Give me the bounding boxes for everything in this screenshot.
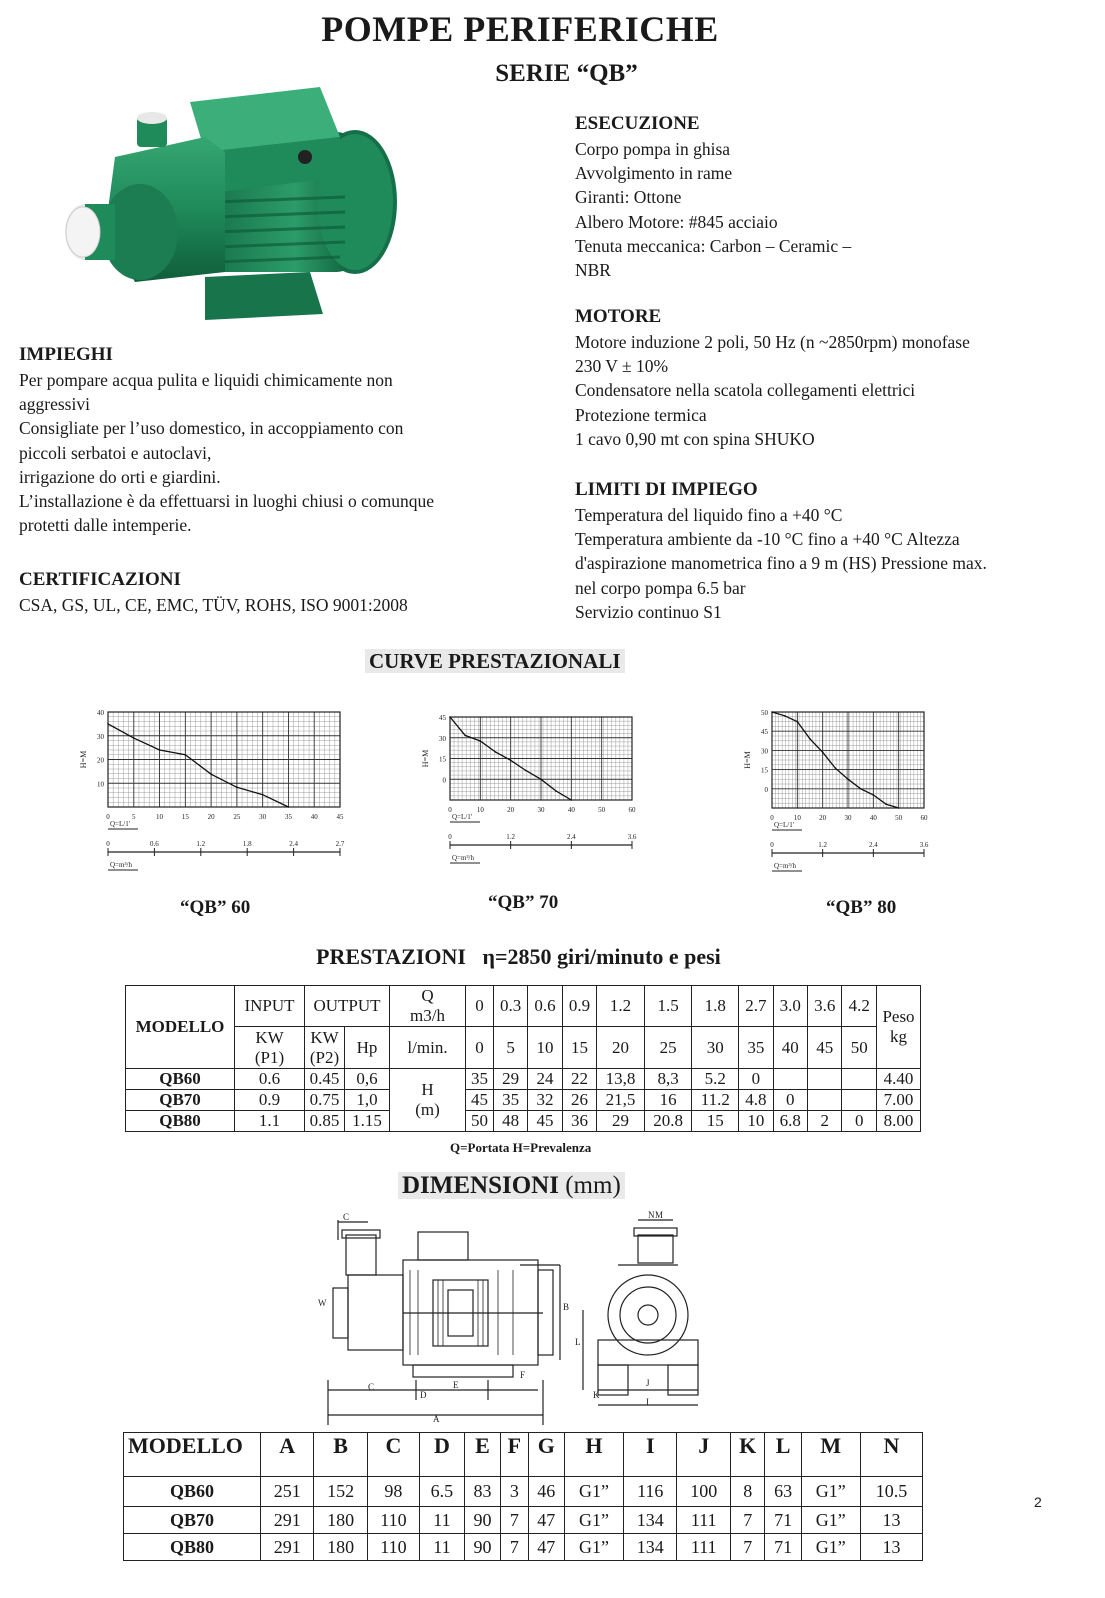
x-axis-label: Q=L/1' [452, 813, 472, 821]
y-tick-label: 45 [761, 728, 768, 737]
motore-section [575, 306, 970, 451]
q-lmin: 35 [739, 1027, 773, 1069]
table-row: QB80 1.1 0.85 1.15 50 48 45 36 29 20.8 15 10 6.8 2 0 8.00 [126, 1111, 921, 1132]
col-p1: KW (P1) [235, 1027, 305, 1069]
dim-col: A [261, 1433, 314, 1477]
motore-line: Protezione termica [575, 404, 707, 425]
data-point [797, 721, 799, 723]
data-point [495, 751, 497, 753]
x-tick-label: 30 [844, 814, 852, 822]
x-tick-label: 40 [310, 813, 318, 821]
page-title: POMPE PERIFERICHE [321, 9, 719, 49]
q-m3h: 0 [466, 986, 494, 1027]
drawing-label-i: I [646, 1397, 649, 1407]
x2-tick-label: 1.8 [242, 840, 252, 848]
q-m3h: 0.3 [493, 986, 527, 1027]
motore-heading: MOTORE [575, 306, 662, 327]
x-tick-label: 50 [598, 806, 606, 814]
dim-col: E [464, 1433, 500, 1477]
data-point [159, 749, 161, 751]
y-tick-label: 50 [761, 709, 768, 717]
chart-qb70-caption: “QB” 70 [488, 892, 559, 913]
limiti-line: Temperatura del liquido fino a +40 °C [575, 505, 843, 525]
table-row: QB70 0.9 0.75 1,0 45 35 32 26 21,5 16 11.2 4.8 0 7.00 [126, 1090, 921, 1111]
y-tick-label: 15 [439, 755, 446, 764]
x-tick-label: 0 [448, 806, 452, 814]
q-lmin: 0 [466, 1027, 494, 1069]
x2-tick-label: 0 [770, 841, 774, 849]
dimensioni-table [123, 1432, 923, 1561]
x-tick-label: 20 [207, 813, 215, 821]
drawing-label-m: M [655, 1210, 664, 1220]
data-point [185, 754, 187, 756]
impieghi-line: aggressivi [19, 394, 90, 415]
drawing-label-k: K [593, 1390, 600, 1400]
y-tick-label: 30 [761, 747, 768, 756]
data-point [480, 740, 482, 742]
data-point [885, 803, 887, 805]
y-axis-label: H=M [79, 750, 88, 769]
drawing-label-e: E [453, 1380, 459, 1390]
x2-tick-label: 1.2 [196, 840, 206, 848]
q-lmin: 30 [692, 1027, 739, 1069]
q-lmin: 40 [773, 1027, 807, 1069]
x-tick-label: 10 [156, 813, 164, 821]
q-lmin: 45 [808, 1027, 842, 1069]
x-tick-label: 30 [537, 806, 545, 814]
dim-col: B [314, 1433, 367, 1477]
motore-line: 1 cavo 0,90 mt con spina SHUKO [575, 428, 815, 449]
x-tick-label: 0 [106, 813, 110, 821]
data-point [540, 779, 542, 781]
x-tick-label: 45 [336, 813, 344, 821]
esecuzione-line: Tenuta meccanica: Carbon – Ceramic – [575, 235, 852, 256]
dim-col: J [677, 1433, 730, 1477]
data-point [822, 752, 824, 754]
x2-tick-label: 2.4 [868, 841, 878, 849]
series-line [108, 724, 288, 807]
drawing-label-c: C [343, 1212, 350, 1222]
col-hp: Hp [345, 1027, 390, 1069]
x-axis-label: Q=L/1' [110, 820, 130, 828]
dim-col: G [528, 1433, 564, 1477]
x-tick-label: 20 [507, 806, 515, 814]
y-tick-label: 0 [442, 776, 446, 785]
y-tick-label: 0 [764, 785, 768, 794]
data-point [525, 770, 527, 772]
x-tick-label: 30 [259, 813, 267, 821]
motore-line: 230 V ± 10% [575, 356, 669, 377]
drawing-label-f: F [520, 1370, 526, 1380]
y-tick-label: 45 [439, 714, 446, 722]
esecuzione-line: Avvolgimento in rame [575, 163, 733, 184]
limiti-line: Temperatura ambiente da -10 °C fino a +40 °C Altezza [575, 529, 960, 550]
impieghi-line: protetti dalle intemperie. [19, 515, 192, 536]
drawing-label-n: N [648, 1210, 655, 1220]
col-q: Q m3/h [390, 986, 466, 1027]
q-lmin: 25 [644, 1027, 692, 1069]
x2-tick-label: 1.2 [506, 833, 516, 841]
data-point [510, 760, 512, 762]
chart-qb60 [60, 700, 360, 885]
x2-tick-label: 3.6 [627, 833, 637, 841]
dimension-drawing [298, 1210, 738, 1430]
drawing-label-j: J [646, 1378, 650, 1388]
dimensioni-heading: DIMENSIONI (mm) [398, 1172, 625, 1200]
data-point [809, 738, 811, 740]
prestazioni-legend: Q=Portata H=Prevalenza [450, 1140, 592, 1155]
y-axis-label: H=M [743, 751, 752, 769]
table-row: QB70 291 180 110 11 90 7 47 G1” 134 111 7 71 G1” 13 [124, 1507, 923, 1534]
q-m3h: 1.8 [692, 986, 739, 1027]
q-m3h: 4.2 [842, 986, 877, 1027]
page-number: 2 [1034, 1494, 1042, 1510]
q-m3h: 3.6 [808, 986, 842, 1027]
esecuzione-line: Corpo pompa in ghisa [575, 139, 731, 159]
x2-tick-label: 2.4 [289, 840, 298, 848]
col-output: OUTPUT [305, 986, 390, 1027]
y-tick-label: 10 [97, 780, 104, 789]
q-m3h: 1.2 [597, 986, 645, 1027]
y-tick-label: 20 [97, 756, 104, 765]
dim-col: K [730, 1433, 765, 1477]
table-row: QB80 291 180 110 11 90 7 47 G1” 134 111 7 71 G1” 13 [124, 1534, 923, 1561]
y-tick-label: 30 [439, 734, 446, 743]
col-modello: MODELLO [126, 986, 235, 1069]
limiti-section [575, 479, 987, 624]
q-lmin: 15 [562, 1027, 596, 1069]
x-axis-label: Q=L/1' [774, 821, 794, 829]
data-point [464, 735, 466, 737]
y-tick-label: 15 [761, 766, 768, 775]
x2-axis-label: Q=m³/h [452, 854, 474, 862]
impieghi-line: L’installazione è da effettuarsi in luoghi chiusi o comunque [19, 491, 435, 512]
esecuzione-line: NBR [575, 260, 611, 281]
chart-plot-area [79, 709, 345, 870]
certificazioni-heading: CERTIFICAZIONI [19, 569, 181, 590]
table-row: QB60 0.6 0.45 0,6 H (m) 35 29 24 22 13,8 8,3 5.2 0 4.40 [126, 1069, 921, 1090]
x2-tick-label: 2.7 [335, 840, 345, 848]
x-tick-label: 5 [132, 813, 136, 821]
q-lmin: 5 [493, 1027, 527, 1069]
dim-col: I [624, 1433, 677, 1477]
data-point [571, 799, 573, 801]
dim-col: L [765, 1433, 801, 1477]
chart-qb80-caption: “QB” 80 [826, 897, 897, 918]
prestazioni-heading: PRESTAZIONI η=2850 giri/minuto e pesi [316, 944, 721, 969]
chart-plot-area [743, 709, 929, 871]
data-point [288, 806, 290, 808]
esecuzione-heading: ESECUZIONE [575, 113, 700, 134]
q-m3h: 0.6 [528, 986, 562, 1027]
certificazioni-section [19, 569, 408, 617]
col-peso: Peso kg [877, 986, 921, 1069]
x2-tick-label: 0 [106, 840, 110, 848]
curves-heading: CURVE PRESTAZIONALI [365, 649, 625, 674]
x-tick-label: 40 [567, 806, 575, 814]
data-point [262, 794, 264, 796]
dim-col: D [420, 1433, 465, 1477]
q-m3h: 1.5 [644, 986, 692, 1027]
x2-tick-label: 3.6 [919, 841, 929, 849]
dim-col: N [860, 1433, 922, 1477]
q-m3h: 3.0 [773, 986, 807, 1027]
impieghi-line: irrigazione do orti e giardini. [19, 466, 221, 487]
x-tick-label: 10 [476, 806, 484, 814]
x2-tick-label: 0.6 [150, 840, 159, 848]
data-point [449, 716, 451, 718]
dim-col: C [367, 1433, 419, 1477]
x2-tick-label: 1.2 [818, 841, 828, 849]
limiti-line: d'aspirazione manometrica fino a 9 m (HS) Pressione max. [575, 553, 987, 574]
x-tick-label: 35 [284, 813, 292, 821]
col-input: INPUT [235, 986, 305, 1027]
chart-plot-area [421, 714, 637, 863]
x2-axis-label: Q=m³/h [110, 861, 132, 869]
drawing-label-b: B [563, 1302, 570, 1312]
esecuzione-line: Albero Motore: #845 acciaio [575, 211, 778, 232]
x-tick-label: 50 [895, 814, 903, 822]
col-lmin: l/min. [390, 1027, 466, 1069]
x-tick-label: 25 [233, 813, 241, 821]
q-m3h: 2.7 [739, 986, 773, 1027]
impieghi-line: piccoli serbatoi e autoclavi, [19, 442, 212, 463]
data-point [236, 786, 238, 788]
dim-col: MODELLO [124, 1433, 261, 1477]
q-m3h: 0.9 [562, 986, 596, 1027]
col-h: H (m) [390, 1069, 466, 1132]
motore-line: Condensatore nella scatola collegamenti elettrici [575, 380, 916, 401]
x-tick-label: 0 [770, 814, 774, 822]
limiti-heading: LIMITI DI IMPIEGO [575, 479, 758, 500]
y-tick-label: 40 [97, 709, 104, 717]
certificazioni-text: CSA, GS, UL, CE, EMC, TÜV, ROHS, ISO 9001:2008 [19, 595, 408, 615]
pump-photo [55, 82, 405, 327]
data-point [107, 723, 109, 725]
x-tick-label: 60 [628, 806, 636, 814]
drawing-label-w: W [318, 1298, 327, 1308]
data-point [873, 794, 875, 796]
esecuzione-line: Giranti: Ottone [575, 187, 682, 208]
chart-qb80 [735, 700, 955, 885]
drawing-label-d: D [420, 1390, 427, 1400]
limiti-line: Servizio continuo S1 [575, 601, 722, 622]
col-p2: KW (P2) [305, 1027, 345, 1069]
limiti-line: nel corpo pompa 6.5 bar [575, 577, 746, 598]
y-axis-label: H=M [421, 749, 430, 768]
dim-col: F [501, 1433, 529, 1477]
data-point [860, 788, 862, 790]
motore-line: Motore induzione 2 poli, 50 Hz (n ~2850rpm) monofase [575, 332, 970, 352]
q-lmin: 50 [842, 1027, 877, 1069]
x-tick-label: 20 [819, 814, 827, 822]
impieghi-line: Per pompare acqua pulita e liquidi chimicamente non [19, 370, 393, 390]
page-subtitle: SERIE “QB” [495, 60, 638, 87]
data-point [210, 773, 212, 775]
data-point [898, 807, 900, 809]
chart-qb70 [395, 705, 655, 890]
data-point [835, 767, 837, 769]
dim-col: M [801, 1433, 860, 1477]
x-tick-label: 40 [869, 814, 877, 822]
q-lmin: 20 [597, 1027, 645, 1069]
x2-tick-label: 2.4 [566, 833, 576, 841]
drawing-label-l: L [575, 1337, 581, 1347]
data-point [555, 790, 557, 792]
drawing-label-c2: C [368, 1382, 375, 1392]
data-point [771, 711, 773, 713]
esecuzione-section [575, 113, 851, 282]
x2-axis-label: Q=m³/h [774, 862, 796, 870]
impieghi-section [19, 344, 434, 537]
x-tick-label: 60 [920, 814, 928, 822]
data-point [133, 737, 135, 739]
data-point [847, 778, 849, 780]
chart-qb60-caption: “QB” 60 [180, 897, 251, 918]
x-tick-label: 10 [793, 814, 801, 822]
x2-tick-label: 0 [448, 833, 452, 841]
dim-col: H [564, 1433, 623, 1477]
impieghi-line: Consigliate per l’uso domestico, in accoppiamento con [19, 418, 404, 439]
table-row: QB60 251 152 98 6.5 83 3 46 G1” 116 100 8 63 G1” 10.5 [124, 1477, 923, 1507]
prestazioni-table [125, 985, 921, 1132]
q-lmin: 10 [528, 1027, 562, 1069]
impieghi-heading: IMPIEGHI [19, 344, 113, 365]
x-tick-label: 15 [181, 813, 189, 821]
data-point [784, 715, 786, 717]
drawing-label-a: A [433, 1414, 440, 1424]
y-tick-label: 30 [97, 732, 104, 741]
